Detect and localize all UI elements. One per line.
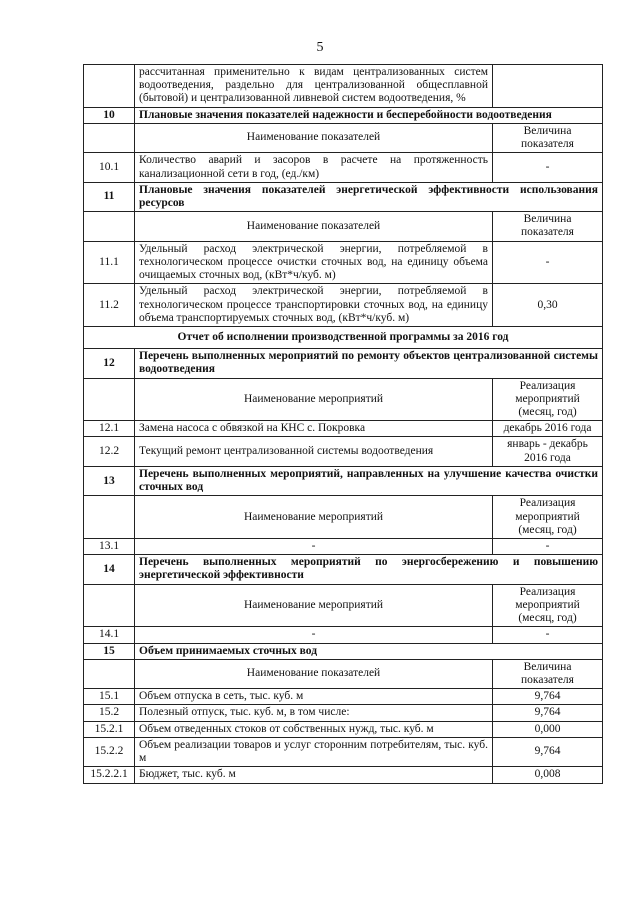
table-row	[84, 627, 603, 643]
row-name: Бюджет, тыс. куб. м	[135, 767, 493, 783]
row-name: Полезный отпуск, тыс. куб. м, в том числе:	[135, 705, 493, 721]
section-number: 14	[84, 555, 135, 584]
section-title: Перечень выполненных мероприятий по энергосбережению и повышению энергетической эффективности	[135, 555, 603, 584]
row-name: Количество аварий и засоров в расчете на протяженность канализационной сети в год, (ед./км)	[135, 153, 493, 182]
section-header-row	[84, 349, 603, 378]
row-number: 10.1	[84, 153, 135, 182]
table-row	[84, 153, 603, 182]
section-header-row	[84, 466, 603, 495]
row-name: Замена насоса с обвязкой на КНС с. Покровка	[135, 421, 493, 437]
row-name: Объем отведенных стоков от собственных нужд, тыс. куб. м	[135, 721, 493, 737]
column-header-row	[84, 496, 603, 539]
row-name: -	[135, 539, 493, 555]
intro-text: рассчитанная применительно к видам централизованных систем водоотведения, раздельно для централизованной общесплавной (бытовой) и централизованной ливневой систем водоотведения, %	[135, 65, 493, 108]
column-header-value: Величина показателя	[493, 212, 603, 241]
section-number: 13	[84, 466, 135, 495]
row-name: Объем реализации товаров и услуг сторонним потребителям, тыс. куб. м	[135, 737, 493, 766]
table-row	[84, 767, 603, 783]
column-header-row	[84, 212, 603, 241]
section-number: 12	[84, 349, 135, 378]
column-header-value: Величина показателя	[493, 659, 603, 688]
table-row	[84, 65, 603, 108]
section-header-row	[84, 107, 603, 123]
row-value: 0,000	[493, 721, 603, 737]
row-value: -	[493, 153, 603, 182]
column-header-row	[84, 584, 603, 627]
report-title-row	[84, 326, 603, 348]
column-header-value: Реализация мероприятий (месяц, год)	[493, 584, 603, 627]
row-name: Удельный расход электрической энергии, потребляемой в технологическом процессе очистки сточных вод, на единицу объема очищаемых сточных вод, (кВт*ч/куб. м)	[135, 241, 493, 284]
row-number: 15.2.2.1	[84, 767, 135, 783]
row-number-cell	[84, 378, 135, 421]
row-number: 15.2	[84, 705, 135, 721]
section-number: 10	[84, 107, 135, 123]
section-title: Перечень выполненных мероприятий по ремонту объектов централизованной системы водоотведения	[135, 349, 603, 378]
column-header-name: Наименование мероприятий	[135, 378, 493, 421]
row-number-cell	[84, 659, 135, 688]
report-title: Отчет об исполнении производственной программы за 2016 год	[84, 326, 603, 348]
column-header-row	[84, 123, 603, 152]
row-value: 9,764	[493, 737, 603, 766]
row-value: 9,764	[493, 689, 603, 705]
column-header-row	[84, 378, 603, 421]
row-number-cell	[84, 584, 135, 627]
table-row	[84, 241, 603, 284]
row-number: 15.2.2	[84, 737, 135, 766]
section-title: Объем принимаемых сточных вод	[135, 643, 603, 659]
section-header-row	[84, 182, 603, 211]
row-number: 15.1	[84, 689, 135, 705]
row-number-cell	[84, 496, 135, 539]
row-value: 9,764	[493, 705, 603, 721]
column-header-name: Наименование показателей	[135, 659, 493, 688]
section-number: 11	[84, 182, 135, 211]
column-header-row	[84, 659, 603, 688]
row-name: Удельный расход электрической энергии, потребляемой в технологическом процессе транспортировки сточных вод, на единицу объема транспортируемых сточных вод, (кВт*ч/куб. м)	[135, 284, 493, 327]
column-header-name: Наименование показателей	[135, 212, 493, 241]
column-header-name: Наименование мероприятий	[135, 496, 493, 539]
row-name: -	[135, 627, 493, 643]
row-number: 14.1	[84, 627, 135, 643]
column-header-name: Наименование показателей	[135, 123, 493, 152]
section-number: 15	[84, 643, 135, 659]
page-number: 5	[316, 40, 324, 55]
table-row	[84, 539, 603, 555]
row-number: 12.1	[84, 421, 135, 437]
row-value: -	[493, 627, 603, 643]
column-header-value: Реализация мероприятий (месяц, год)	[493, 496, 603, 539]
table-row	[84, 705, 603, 721]
section-header-row	[84, 555, 603, 584]
section-title: Плановые значения показателей энергетической эффективности использования ресурсов	[135, 182, 603, 211]
row-number: 11.1	[84, 241, 135, 284]
section-title: Перечень выполненных мероприятий, направленных на улучшение качества очистки сточных вод	[135, 466, 603, 495]
table-row	[84, 721, 603, 737]
row-number: 12.2	[84, 437, 135, 466]
table-row	[84, 437, 603, 466]
table-row	[84, 737, 603, 766]
value-cell	[493, 65, 603, 108]
row-value: 0,30	[493, 284, 603, 327]
column-header-value: Реализация мероприятий (месяц, год)	[493, 378, 603, 421]
row-value: -	[493, 539, 603, 555]
program-table	[83, 64, 603, 784]
row-number: 15.2.1	[84, 721, 135, 737]
row-value: 0,008	[493, 767, 603, 783]
row-number-cell	[84, 123, 135, 152]
row-name: Текущий ремонт централизованной системы водоотведения	[135, 437, 493, 466]
row-number-cell	[84, 212, 135, 241]
table-row	[84, 421, 603, 437]
table-row	[84, 689, 603, 705]
table-row	[84, 284, 603, 327]
column-header-name: Наименование мероприятий	[135, 584, 493, 627]
row-value: декабрь 2016 года	[493, 421, 603, 437]
section-title: Плановые значения показателей надежности и бесперебойности водоотведения	[135, 107, 603, 123]
row-number: 13.1	[84, 539, 135, 555]
row-number-cell	[84, 65, 135, 108]
column-header-value: Величина показателя	[493, 123, 603, 152]
section-header-row	[84, 643, 603, 659]
row-name: Объем отпуска в сеть, тыс. куб. м	[135, 689, 493, 705]
row-value: -	[493, 241, 603, 284]
row-value: январь - декабрь 2016 года	[493, 437, 603, 466]
row-number: 11.2	[84, 284, 135, 327]
